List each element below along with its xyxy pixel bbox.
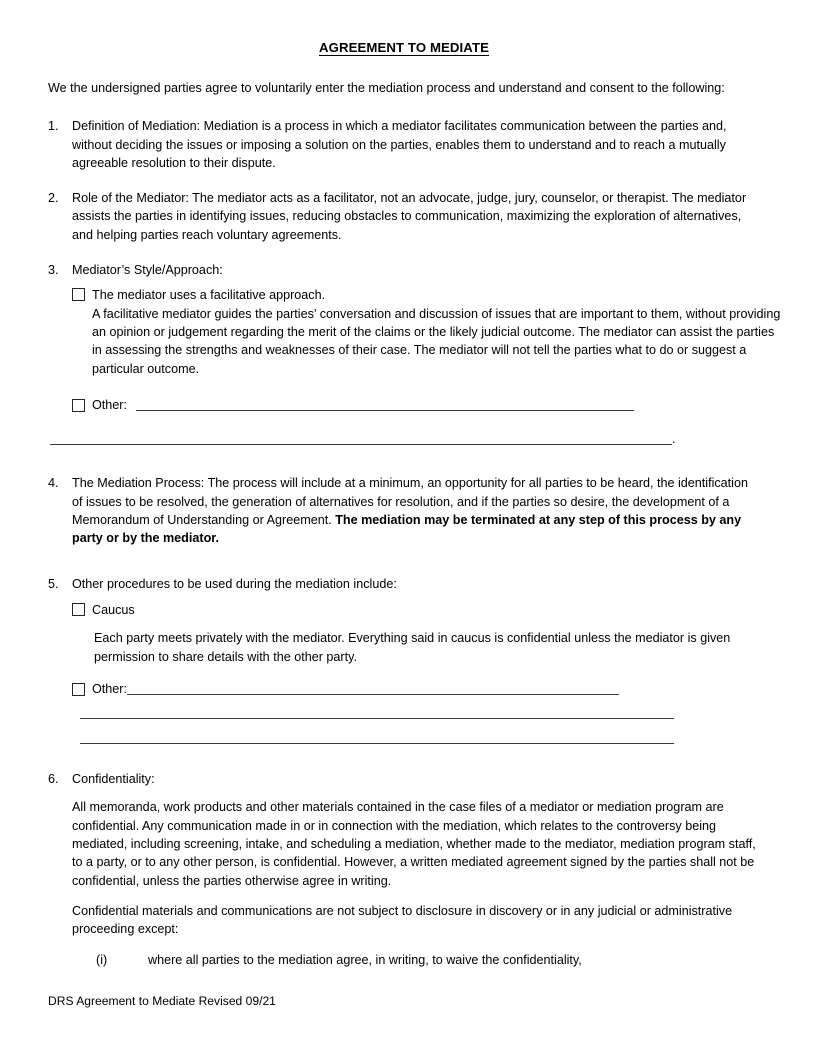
list-item-1-number: 1. — [48, 119, 59, 134]
mediator-style-options — [72, 286, 781, 448]
list-item-3 — [48, 261, 760, 279]
document-content — [48, 40, 781, 969]
list-item-1-text: Definition of Mediation: Mediation is a process in which a mediator facilitates communication between the parties and, without deciding the issues or imposing a solution on the parties, enables them to understand and to reach a mutually agreeable resolution to their dispute. — [72, 119, 727, 170]
list-item-4-text-bold: The mediation may be terminated at any step of this process by any party or by the mediator. — [72, 513, 742, 546]
list-item-2-number: 2. — [48, 191, 59, 206]
confidentiality-sub-item-i — [96, 951, 760, 969]
list-item-6-heading: Confidentiality: — [72, 772, 155, 787]
style-other-continuation-row — [50, 430, 760, 448]
list-item-4 — [48, 474, 760, 547]
style-other-input-line-2[interactable] — [50, 444, 672, 445]
list-item-2 — [48, 189, 760, 244]
list-item-3-heading: Mediator’s Style/Approach: — [72, 263, 223, 278]
list-item-4-text — [72, 474, 760, 547]
list-item-6-number: 6. — [48, 772, 59, 787]
checkbox-caucus[interactable] — [72, 603, 85, 616]
caucus-body: Each party meets privately with the mediator. Everything said in caucus is confidential unless the mediator is given permission to share details with the other party. — [94, 631, 731, 664]
procedures-other-option[interactable] — [72, 680, 760, 698]
caucus-option[interactable] — [72, 601, 760, 619]
style-other-option[interactable] — [72, 396, 760, 414]
list-item-4-text-normal: The Mediation Process: The process will include at a minimum, an opportunity for all parties to be heard, the identification of issues to be resolved, the generation of alternatives for resolution, and if the parties so desire, the development of a Memorandum of Understanding or Agreement. — [72, 476, 748, 528]
list-item-5 — [48, 575, 760, 593]
caucus-label: Caucus — [92, 602, 135, 617]
confidentiality-sub-item-i-text: where all parties to the mediation agree, in writing, to waive the confidentiality, — [148, 952, 582, 967]
list-item-2-text: Role of the Mediator: The mediator acts as a facilitator, not an advocate, judge, jury, counselor, or therapist. The mediator assists the parties in identifying issues, reducing obstacles to communication, maximizing the exploration of alternatives, and helping parties reach voluntary agreements. — [72, 191, 747, 242]
page-title — [48, 40, 760, 55]
checkbox-procedures-other[interactable] — [72, 683, 85, 696]
checkbox-facilitative-approach[interactable] — [72, 288, 85, 301]
procedures-other-label: Other: — [92, 681, 127, 696]
confidentiality-paragraph-1: All memoranda, work products and other materials contained in the case files of a mediator or mediation program are confidential. Any communication made in or in connection with the mediation, which relates to the controversy being mediated, including screening, intake, and scheduling a mediation, whether made to the mediator, mediation program staff, to a party, or to any other person, is confidential. However, a written mediated agreement signed by the parties shall not be confidential, unless the parties otherwise agree in writing. — [72, 800, 756, 888]
facilitative-approach-body: A facilitative mediator guides the parties’ conversation and discussion of issues that are important to them, without providing an opinion or judgement regarding the merit of the claims or the likely judicial outcome. The mediator can assist the parties in assessing the strengths and weaknesses of their case. The mediator will not tell the parties what to do or suggest a particular outcome. — [92, 306, 781, 376]
style-other-label: Other: — [92, 397, 127, 412]
page-footer: DRS Agreement to Mediate Revised 09/21 — [48, 994, 276, 1008]
style-other-line-terminator: . — [672, 432, 676, 447]
intro-paragraph: We the undersigned parties agree to voluntarily enter the mediation process and understand and consent to the following: — [48, 81, 725, 95]
confidentiality-sub-item-i-label: (i) — [96, 952, 108, 967]
list-item-3-number: 3. — [48, 263, 59, 278]
facilitative-approach-label: The mediator uses a facilitative approach. — [92, 288, 326, 303]
facilitative-approach-option[interactable] — [72, 286, 760, 304]
style-other-input-line[interactable] — [136, 410, 634, 411]
checkbox-style-other[interactable] — [72, 399, 85, 412]
other-procedures-options — [72, 601, 760, 744]
procedures-other-input-line[interactable] — [127, 694, 619, 695]
list-item-5-heading: Other procedures to be used during the mediation include: — [72, 576, 397, 591]
list-item-4-number: 4. — [48, 476, 59, 491]
page-title-text: AGREEMENT TO MEDIATE — [318, 40, 490, 55]
confidentiality-paragraph-2: Confidential materials and communications are not subject to disclosure in discovery or in any judicial or administrative proceeding except: — [72, 903, 733, 937]
list-item-1 — [48, 117, 760, 172]
list-item-6 — [48, 770, 760, 788]
list-item-5-number: 5. — [48, 576, 59, 591]
